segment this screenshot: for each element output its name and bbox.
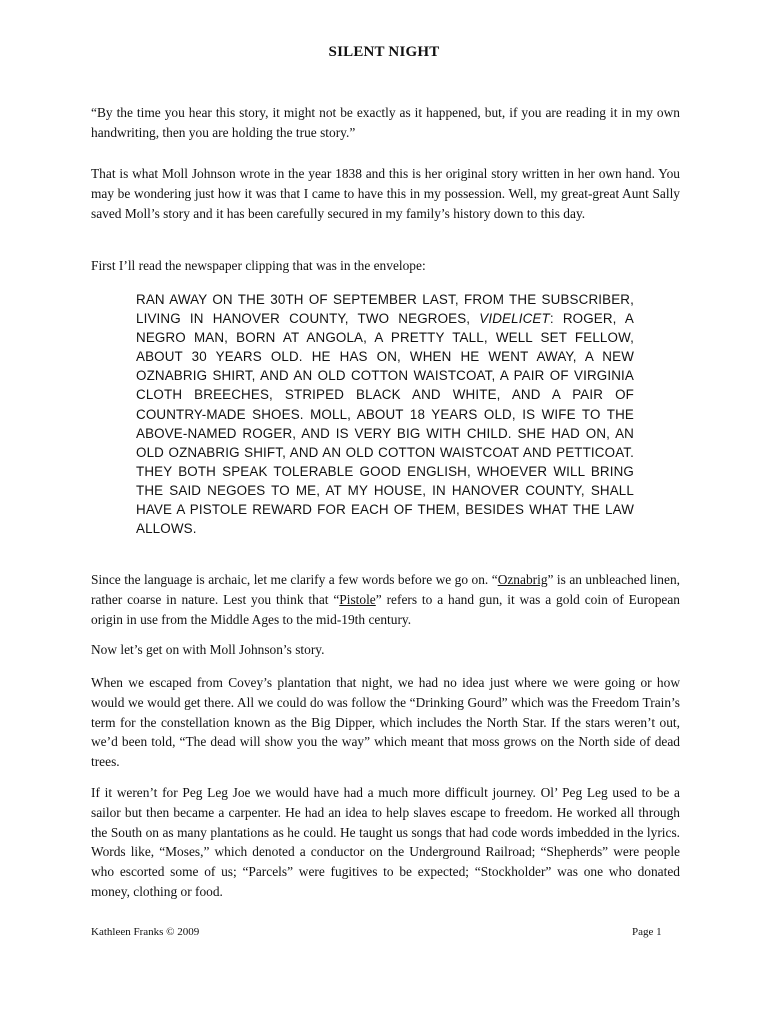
definitions-text-b: ” is an unbleached linen, rather coarse in nature. Lest you think that “ [91,572,680,607]
clipping-italic-word: VIDELICET [479,311,550,327]
pistole-term: Pistole [339,591,376,607]
opening-quote-paragraph: “By the time you hear this story, it might not be exactly as it happened, but, if you are reading it in my own handwriting, then you are holding the true story.” [91,105,680,140]
clipping-text-start: RAN AWAY ON THE 30TH OF SEPTEMBER LAST, FROM THE SUBSCRIBER, LIVING IN HANOVER COUNTY, TWO NEGROES, [136,292,634,327]
oznabrig-term: Oznabrig [497,572,548,587]
definitions-text-c: ” refers to a hand gun, it was a gold coin of European origin in use from the Middle Ages to the mid-19th century. [91,591,680,627]
page-title: SILENT NIGHT [328,44,440,60]
footer-page-number: Page 1 [632,926,662,938]
footer-author: Kathleen Franks © 2009 [91,926,200,938]
definitions-text-a: Since the language is archaic, let me clarify a few words before we go on. “ [91,572,498,587]
escape-paragraph: When we escaped from Covey’s plantation that night, we had no idea just where we were going or how would we would get there. All we could do was follow the “Drinking Gourd” which was the Freedom Train’s term for the constellation known as the Big Dipper, which includes the North Star. If the stars weren’t out, we’d been told, “The dead will show you the way” which meant that moss grows on the North side of dead trees. [91,675,680,770]
transition-paragraph: Now let’s get on with Moll Johnson’s story. [91,642,325,657]
newspaper-clipping-block [136,290,634,538]
peg-leg-joe-paragraph: If it weren’t for Peg Leg Joe we would have had a much more difficult journey. Ol’ Peg Leg used to be a sailor but then became a carpenter. He had an idea to help slaves escape to freedom. He worked all through the South on as many plantations as he could. He taught us songs that had code words imbedded in the lyrics. Words like, “Moses,” which denoted a conductor on the Underground Railroad; “Shepherds” were people who escorted some of us; “Parcels” were fugitives to be expected; “Stockholder” was one who donated money, clothing or food. [91,785,680,899]
clipping-intro-paragraph: First I’ll read the newspaper clipping that was in the envelope: [91,258,426,273]
definitions-paragraph [91,570,680,629]
clipping-text-rest: : ROGER, A NEGRO MAN, BORN AT ANGOLA, A PRETTY TALL, WELL SET FELLOW, ABOUT 30 YEARS OLD. HE HAS ON, WHEN HE WENT AWAY, A NEW OZNABRIG SHIRT, AND AN OLD COTTON WAISTCOAT, A PAIR OF VIRGINIA CLOTH BREECHES, STRIPED BLACK AND WHITE, AND A PAIR OF COUNTRY-MADE SHOES. MOLL, ABOUT 18 YEARS OLD, IS WIFE TO THE ABOVE-NAMED ROGER, AND IS VERY BIG WITH CHILD. SHE HAD ON, AN OLD OZNABRIG SHIFT, AND AN OLD COTTON WAISTCOAT AND PETTICOAT. THEY BOTH SPEAK TOLERABLE GOOD ENGLISH, WHOEVER WILL BRING THE SAID NEGOES TO ME, AT MY HOUSE, IN HANOVER COUNTY, SHALL HAVE A PISTOLE REWARD FOR EACH OF THEM, BESIDES WHAT THE LAW ALLOWS. [136,311,634,537]
intro-paragraph: That is what Moll Johnson wrote in the year 1838 and this is her original story written in her own hand. You may be wondering just how it was that I came to have this in my possession. Well, my great-great Aunt Sally saved Moll’s story and it has been carefully secured in my family’s history down to this day. [91,166,680,221]
